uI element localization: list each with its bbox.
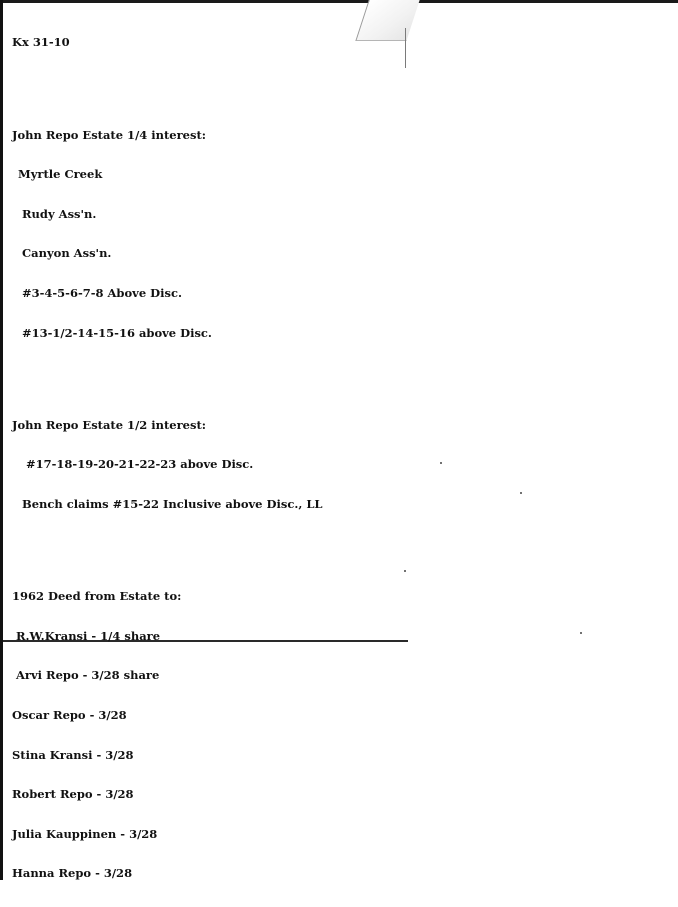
section2-item: Bench claims #15-22 Inclusive above Disc., LL (22, 496, 323, 511)
top-edge-line (0, 0, 678, 3)
reference-number: Kx 31-10 (12, 35, 70, 50)
section1-item: Canyon Ass'n. (22, 246, 112, 261)
grantee-line: Hanna Repo - 3/28 (12, 866, 133, 881)
section1-item: #13-1/2-14-15-16 above Disc. (22, 325, 212, 340)
grantee-line: Oscar Repo - 3/28 (12, 707, 127, 722)
section1-title: John Repo Estate 1/4 interest: (12, 127, 207, 142)
section1-item: Myrtle Creek (18, 167, 103, 182)
folded-corner (355, 0, 419, 41)
section3-title: 1962 Deed from Estate to: (12, 589, 182, 604)
section1-item: Rudy Ass'n. (22, 206, 97, 221)
blank-line (12, 76, 323, 89)
scan-speck (404, 570, 406, 572)
left-edge-line (0, 0, 3, 880)
scan-speck (580, 632, 582, 634)
corner-rule (405, 28, 406, 68)
grantee-line: Stina Kransi - 3/28 (12, 747, 134, 762)
section1-item: #3-4-5-6-7-8 Above Disc. (22, 285, 182, 300)
blank-line (12, 538, 323, 551)
section2-item: #17-18-19-20-21-22-23 above Disc. (26, 457, 254, 472)
section2-title: John Repo Estate 1/2 interest: (12, 417, 207, 432)
grantee-line: Arvi Repo - 3/28 share (16, 668, 160, 683)
scan-speck (520, 492, 522, 494)
typed-record (12, 10, 323, 907)
blank-line (12, 366, 323, 379)
grantee-line: Robert Repo - 3/28 (12, 787, 134, 802)
grantee-line: R.W.Kransi - 1/4 share (16, 628, 161, 643)
grantee-line: Julia Kauppinen - 3/28 (12, 826, 158, 841)
scan-speck (440, 462, 442, 464)
